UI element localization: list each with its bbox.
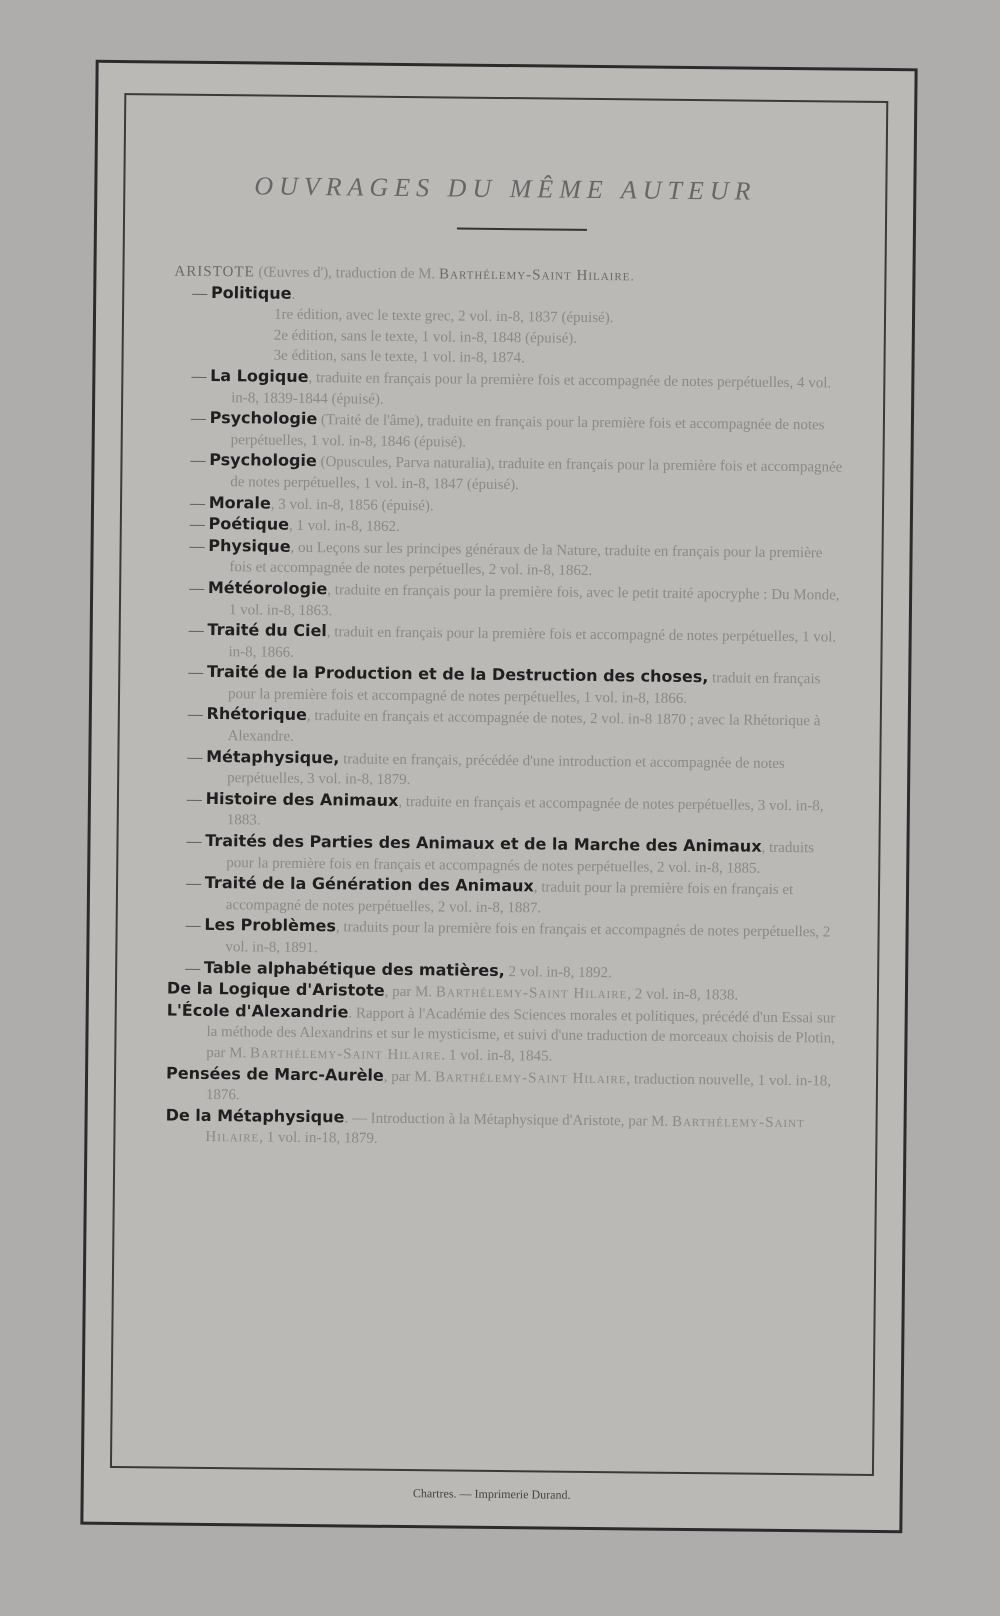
aristote-head: ARISTOTE (174, 263, 255, 281)
entry-description: , traduit pour la première fois en français et accompagné de notes perpétuelles, 2 vol. in-8, 1887. (225, 879, 794, 917)
entry-dash: — (192, 285, 212, 302)
entry-dash: — (186, 833, 206, 850)
entry-dash: — (186, 791, 206, 808)
entry-title: Politique (210, 282, 292, 303)
book-page (80, 60, 917, 1534)
entry-title: De la Métaphysique (165, 1105, 345, 1127)
aristote-text: (Œuvres d'), traduction de M. (254, 264, 440, 283)
edition-line: 1re édition, avec le texte grec, 2 vol. in-8, 1837 (épuisé). (273, 306, 614, 327)
bibliography-entry (170, 704, 844, 753)
entry-dash: — (188, 665, 208, 682)
bibliography-entry (169, 788, 843, 837)
entry-dash: — (185, 875, 205, 893)
bibliography-entry (170, 662, 844, 711)
entry-description: , par M. (383, 1068, 436, 1085)
title-rule (457, 228, 587, 231)
entry-title: Les Problèmes (204, 915, 337, 936)
entry-title: Météorologie (207, 577, 328, 599)
bibliography-entry (173, 408, 847, 457)
other-work-entry (166, 1000, 841, 1070)
entry-title: Morale (208, 492, 271, 513)
entry-details: , 1 vol. in-18, 1879. (259, 1129, 378, 1148)
entry-title: Traité de la Production et de la Destruction des choses, (206, 662, 709, 687)
entry-title: Physique (208, 535, 291, 556)
entry-description: , ou Leçons sur les principes généraux de la Nature, traduite en français pour la première fois et accompagnée de notes perpétuelles, 2 vol. in-8, 1862. (229, 539, 823, 580)
aristote-entries (167, 366, 847, 986)
entry-details: , traduction nouvelle, 1 vol. in-18, 1876. (205, 1070, 832, 1104)
aristote-end: . (630, 268, 635, 285)
entry-dash: — (190, 453, 210, 470)
entry-dash: — (185, 960, 205, 977)
entry-description: . — Introduction à la Métaphysique d'Aristote, par M. (344, 1110, 673, 1130)
entry-description: , traduite en français pour la première fois, avec le petit traité apocryphe : Du Monde, 1 vol. in-8, 1863. (228, 582, 840, 619)
entry-title: L'École d'Alexandrie (166, 1000, 349, 1022)
entry-description: , traduits pour la première fois en français et accompagnés de notes perpétuelles, 2 vol. in-8, 1885. (226, 839, 815, 877)
entry-dash: — (188, 622, 208, 640)
entry-title: Pensées de Marc-Aurèle (165, 1063, 384, 1085)
entry-title: Table alphabétique des matières, (203, 957, 505, 980)
entry-title: Traité de la Génération des Animaux (204, 873, 534, 896)
edition-line: 3e édition, sans le texte, 1 vol. in-8, 1874. (273, 347, 525, 367)
entry-description: , traduit en français pour la première fois et accompagné de notes perpétuelles, 1 vol. in-8, 1866. (228, 624, 837, 661)
entry-dash: — (189, 516, 209, 534)
entry-title: Psychologie (209, 408, 318, 429)
edition-line: 2e édition, sans le texte, 1 vol. in-8, 1848 (épuisé). (273, 327, 578, 347)
bibliography-entry (171, 535, 845, 584)
entry-dash: — (189, 538, 209, 555)
entry-details: . 1 vol. in-8, 1845. (441, 1047, 553, 1065)
entry-description: traduit en français pour la première fois et accompagné de notes perpétuelles, 1 vol. in-8, 1866. (227, 670, 821, 707)
entry-description: , traduite en français et accompagnée de notes perpétuelles, 3 vol. in-8, 1883. (226, 793, 824, 829)
entry-description: , traduite en français pour la première fois et accompagnée de notes perpétuelles, 4 vol. in-8, 1839-1844 (épuisé). (231, 369, 832, 408)
bibliography-list (165, 262, 848, 1155)
entry-description: , 3 vol. in-8, 1856 (épuisé). (270, 496, 434, 514)
entry-title: Histoire des Animaux (205, 788, 399, 810)
entry-description: , 1 vol. in-8, 1862. (288, 517, 400, 536)
bibliography-entry (171, 577, 845, 626)
bibliography-entry (170, 620, 844, 669)
entry-title: De la Logique d'Aristote (166, 978, 385, 1001)
entry-title: Métaphysique, (206, 746, 340, 767)
entry-description: (Opuscules, Parva naturalia), traduite en français pour la première fois et accompagnée de notes perpétuelles, 1 vol. in-8, 1847 (épuisé). (230, 454, 843, 494)
entry-dash: — (190, 410, 210, 428)
bibliography-entry (167, 915, 841, 964)
bibliography-entry (172, 450, 846, 499)
other-works (165, 979, 841, 1155)
entry-description: , traduits pour la première fois en français et accompagnés de notes perpétuelles, 2 vol. in-8, 1891. (225, 919, 831, 957)
entry-description: 2 vol. in-8, 1892. (504, 963, 612, 981)
page-title: OUVRAGES DU MÊME AUTEUR (254, 171, 757, 206)
aristote-author: Barthélemy-Saint Hilaire (438, 266, 631, 285)
entry-description: , par M. (384, 984, 436, 1001)
entry-details: , 2 vol. in-8, 1838. (627, 986, 739, 1004)
entry-author: Barthélemy-Saint Hilaire (249, 1045, 442, 1064)
bibliography-entry (168, 831, 842, 880)
entry-description: , traduite en français et accompagnée de notes, 2 vol. in-8 1870 ; avec la Rhétorique à Alexandre. (227, 708, 821, 745)
entry-title: La Logique (210, 365, 309, 386)
entry-description: (Traité de l'âme), traduite en français pour la première fois et accompagnée de notes perpétuelles, 1 vol. in-8, 1846 (épuisé). (230, 412, 825, 451)
printer-footer: Chartres. — Imprimerie Durand. (412, 1486, 571, 1502)
entry-author: Barthélemy-Saint Hilaire (434, 1068, 627, 1087)
entry-author: Barthélemy-Saint Hilaire (435, 984, 628, 1003)
entry-title: Rhétorique (206, 704, 307, 725)
entry-dash: — (187, 749, 207, 766)
other-work-entry (166, 1063, 840, 1112)
bibliography-entry (173, 366, 847, 415)
other-work-entry (165, 1105, 839, 1154)
entry-end: . (291, 286, 296, 303)
entry-author: Barthélemy-Saint Hilaire (205, 1113, 805, 1146)
entry-dash: — (189, 495, 209, 512)
bibliography-entry (169, 746, 843, 795)
page-frame (110, 93, 888, 1476)
entry-title: Traités des Parties des Animaux et de la Marche des Animaux (205, 830, 762, 856)
entry-dash: — (185, 918, 205, 935)
entry-title: Poétique (208, 514, 290, 534)
bibliography-entry (168, 873, 842, 922)
entry-description: . Rapport à l'Académie des Sciences morales et politiques, précédé d'un Essai sur la méthode des Alexandrins et sur le mysticisme, et suivi d'une traduction de morceaux choisis de Plotin, par M. (206, 1005, 836, 1062)
entry-dash: — (187, 707, 207, 724)
entry-dash: — (189, 580, 208, 597)
entry-description: traduite en français, précédée d'une introduction et accompagnée de notes perpétuelles, 3 vol. in-8, 1879. (227, 750, 785, 789)
entry-title: Psychologie (209, 450, 317, 471)
entry-title: Traité du Ciel (207, 620, 327, 641)
entry-dash: — (191, 368, 211, 385)
